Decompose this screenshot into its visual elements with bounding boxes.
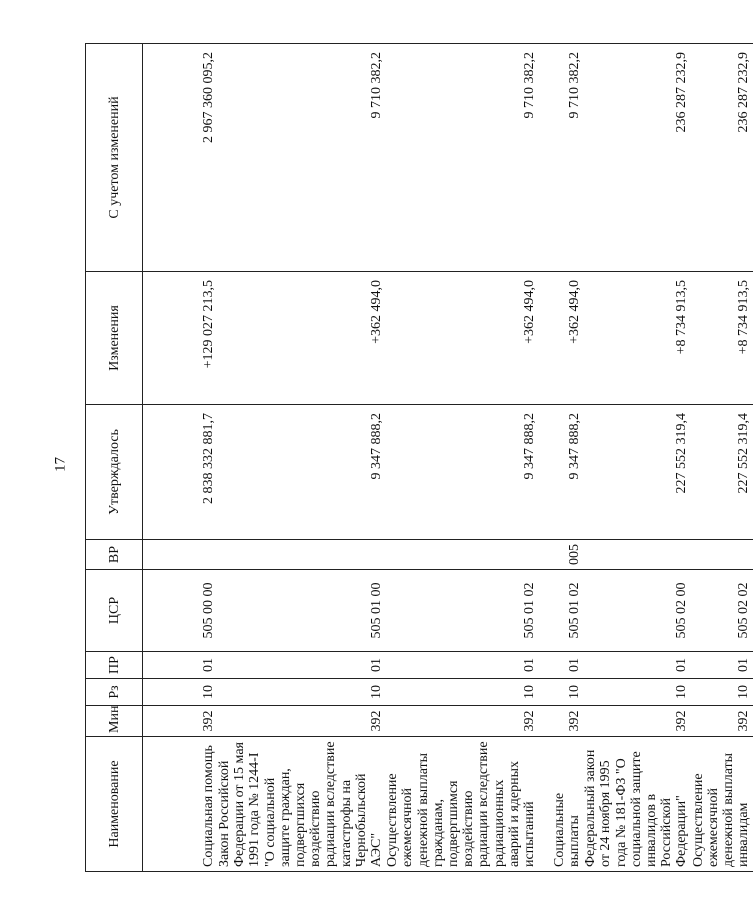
cell-approved: 9 347 888,2	[538, 405, 583, 540]
cell-pr: 01	[583, 652, 690, 679]
cell-approved: 9 347 888,2	[217, 405, 385, 540]
table-row	[691, 44, 753, 872]
cell-csr: 505 02 02	[691, 570, 753, 652]
cell-approved: 9 347 888,2	[385, 405, 538, 540]
cell-min: 392	[583, 706, 690, 737]
cell-with-changes: 9 710 382,2	[385, 44, 538, 272]
header-vr: ВР	[86, 540, 143, 570]
cell-min: 392	[217, 706, 385, 737]
cell-approved: 227 552 319,4	[583, 405, 690, 540]
cell-pr: 01	[217, 652, 385, 679]
cell-name: Федеральный закон от 24 ноября 1995 года № 181-ФЗ "О социальной защите инвалидов в Российской Федерации"	[583, 737, 690, 872]
cell-rz: 10	[217, 679, 385, 706]
cell-with-changes: 9 710 382,2	[538, 44, 583, 272]
cell-pr: 01	[691, 652, 753, 679]
cell-min: 392	[538, 706, 583, 737]
table-row	[538, 44, 583, 872]
cell-rz: 10	[143, 679, 218, 706]
cell-vr: 005	[538, 540, 583, 570]
cell-approved: 227 552 319,4	[691, 405, 753, 540]
cell-csr: 505 01 02	[538, 570, 583, 652]
cell-with-changes: 236 287 232,9	[583, 44, 690, 272]
cell-pr: 01	[538, 652, 583, 679]
cell-min: 392	[143, 706, 218, 737]
header-rz: Рз	[86, 679, 143, 706]
cell-rz: 10	[691, 679, 753, 706]
page-number: 17	[52, 457, 69, 472]
cell-name: Осуществление ежемесячной денежной выплаты инвалидам	[691, 737, 753, 872]
cell-changes: +362 494,0	[538, 272, 583, 405]
cell-pr: 01	[143, 652, 218, 679]
cell-name: Социальные выплаты	[538, 737, 583, 872]
cell-with-changes: 236 287 232,9	[691, 44, 753, 272]
cell-vr	[143, 540, 218, 570]
table-row	[385, 44, 538, 872]
cell-rz: 10	[583, 679, 690, 706]
cell-pr: 01	[385, 652, 538, 679]
cell-min: 392	[385, 706, 538, 737]
header-changes: Изменения	[86, 272, 143, 405]
cell-vr	[385, 540, 538, 570]
header-name: Наименование	[86, 737, 143, 872]
cell-vr	[691, 540, 753, 570]
cell-changes: +362 494,0	[217, 272, 385, 405]
cell-vr	[583, 540, 690, 570]
header-csr: ЦСР	[86, 570, 143, 652]
cell-changes: +8 734 913,5	[691, 272, 753, 405]
cell-changes: +129 027 213,5	[143, 272, 218, 405]
table-row	[217, 44, 385, 872]
cell-name: Социальная помощь	[143, 737, 218, 872]
cell-name: Осуществление ежемесячной денежной выплаты гражданам, подвергшимся воздействию радиации вследствие радиационных аварий и ядерных испытаний	[385, 737, 538, 872]
cell-csr: 505 01 00	[217, 570, 385, 652]
header-approved: Утверждалось	[86, 405, 143, 540]
budget-table	[85, 43, 753, 872]
header-with-changes: С учетом изменений	[86, 44, 143, 272]
cell-min: 392	[691, 706, 753, 737]
cell-with-changes: 2 967 360 095,2	[143, 44, 218, 272]
table-row	[143, 44, 218, 872]
cell-rz: 10	[538, 679, 583, 706]
cell-changes: +362 494,0	[385, 272, 538, 405]
cell-changes: +8 734 913,5	[583, 272, 690, 405]
cell-vr	[217, 540, 385, 570]
header-min: Мин	[86, 706, 143, 737]
cell-csr: 505 00 00	[143, 570, 218, 652]
table-row	[583, 44, 690, 872]
budget-table-sheet	[85, 44, 752, 872]
cell-with-changes: 9 710 382,2	[217, 44, 385, 272]
header-pr: ПР	[86, 652, 143, 679]
table-header-row	[86, 44, 143, 872]
cell-csr: 505 01 02	[385, 570, 538, 652]
cell-rz: 10	[385, 679, 538, 706]
cell-csr: 505 02 00	[583, 570, 690, 652]
cell-approved: 2 838 332 881,7	[143, 405, 218, 540]
cell-name: Закон Российской Федерации от 15 мая 1991 года № 1244-I "О социальной защите граждан, подвергшихся воздействию радиации вследствие катастрофы на Чернобыльской АЭС"	[217, 737, 385, 872]
